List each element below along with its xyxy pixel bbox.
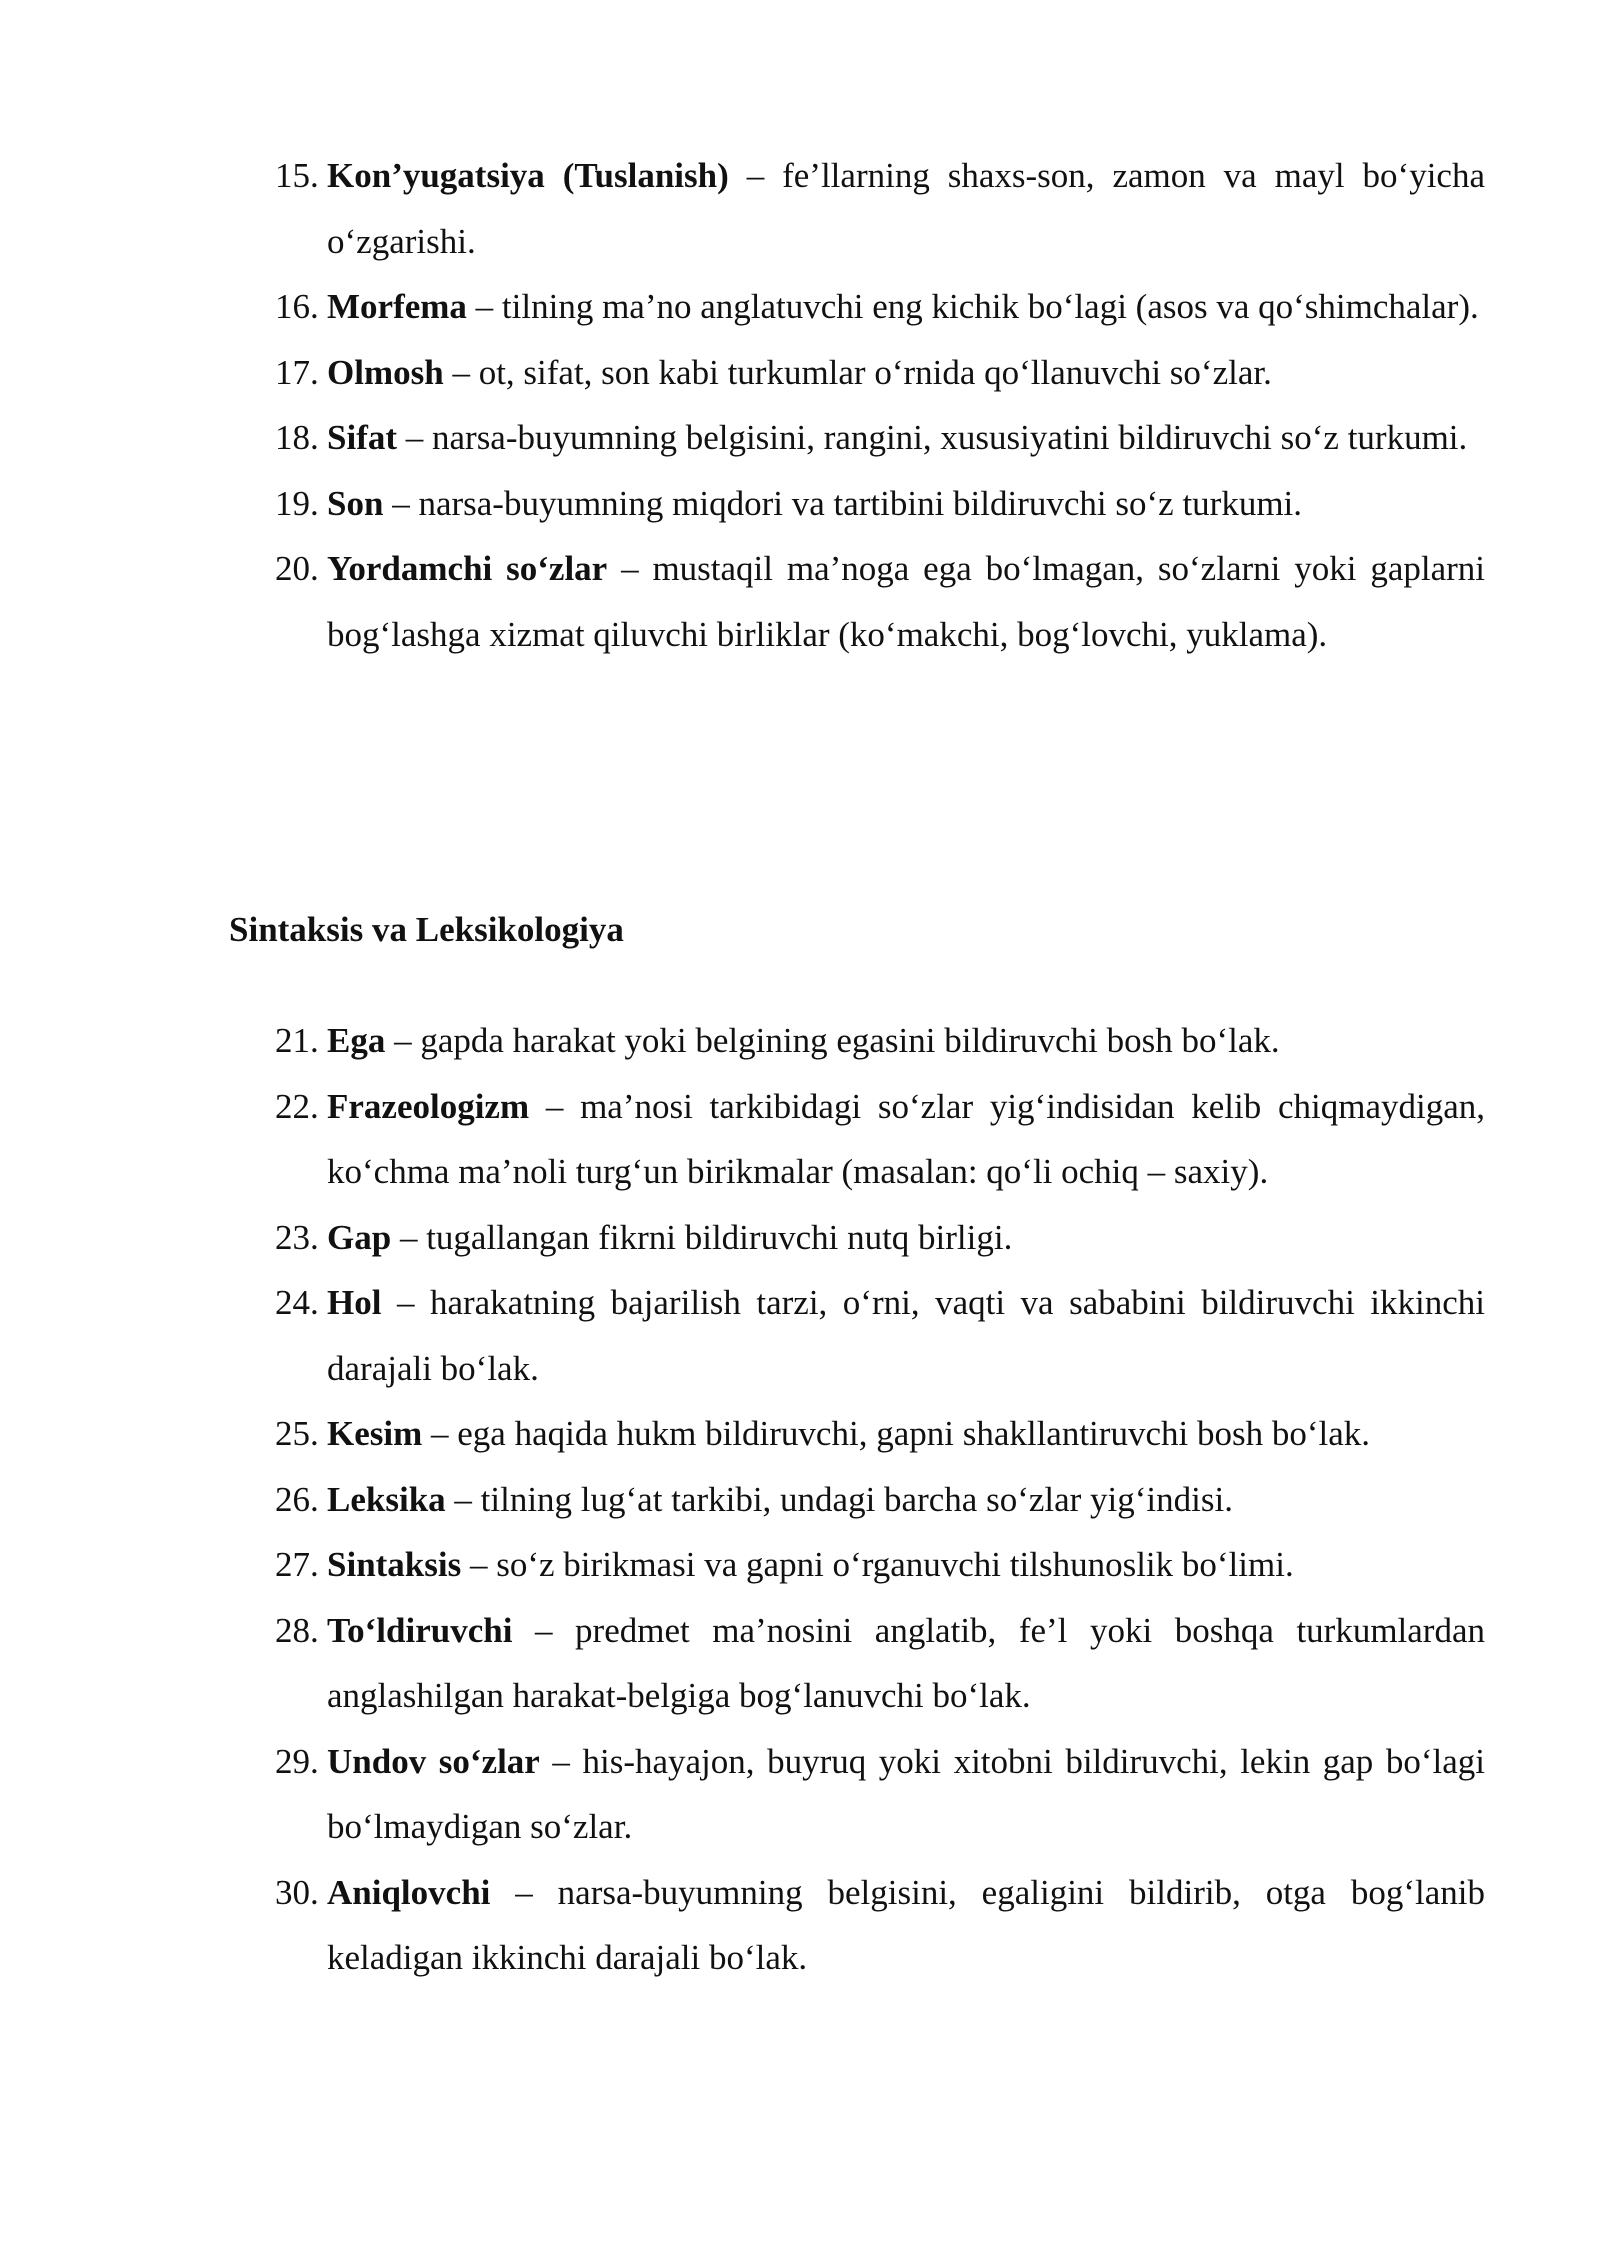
item-term: Olmosh — [327, 352, 444, 392]
glossary-item — [275, 1532, 1485, 1598]
item-number: 19. — [275, 483, 319, 523]
glossary-item — [275, 1467, 1485, 1533]
item-definition: – harakatning bajarilish tarzi, o‘rni, vaqti va sababini bildiruvchi ikkinchi darajali bo‘lak. — [327, 1283, 1485, 1388]
item-term: Sifat — [327, 418, 397, 457]
item-number: 15. — [275, 156, 319, 195]
item-definition: – mustaqil ma’noga ega bo‘lmagan, so‘zlarni yoki gaplarni bog‘lashga xizmat qiluvchi birliklar (ko‘makchi, bog‘lovchi, yuklama). — [327, 549, 1485, 654]
item-term: Son — [327, 483, 384, 523]
section-heading: Sintaksis va Leksikologiya — [229, 910, 624, 949]
item-number: 23. — [275, 1217, 319, 1257]
glossary-item — [275, 1860, 1485, 1991]
glossary-item — [275, 274, 1485, 340]
item-definition: – fe’llarning shaxs-son, zamon va mayl bo‘yicha o‘zgarishi. — [327, 156, 1485, 261]
item-term: Gap — [327, 1217, 392, 1257]
glossary-item — [275, 1074, 1485, 1205]
item-number: 16. — [275, 287, 319, 326]
item-term: Yordamchi so‘zlar — [327, 549, 608, 588]
item-definition: – narsa-buyumning miqdori va tartibini bildiruvchi so‘z turkumi. — [383, 483, 1303, 523]
item-number: 18. — [275, 418, 319, 457]
glossary-list-syntax-lexicology — [275, 1008, 1485, 1991]
item-number: 22. — [275, 1086, 319, 1126]
item-definition: – predmet ma’nosini anglatib, fe’l yoki boshqa turkumlardan anglashilgan harakat-belgiga bog‘lanuvchi bo‘lak. — [327, 1610, 1485, 1715]
glossary-item — [275, 1205, 1485, 1271]
item-number: 21. — [275, 1021, 319, 1060]
glossary-item — [275, 1401, 1485, 1467]
glossary-item — [275, 536, 1485, 667]
item-definition: – narsa-buyumning belgisini, rangini, xususiyatini bildiruvchi so‘z turkumi. — [397, 418, 1468, 457]
item-term: Ega — [327, 1021, 386, 1060]
item-number: 28. — [275, 1610, 319, 1650]
item-term: Kesim — [327, 1414, 423, 1453]
item-number: 25. — [275, 1414, 319, 1453]
item-term: Undov so‘zlar — [327, 1741, 540, 1781]
item-definition: – his-hayajon, buyruq yoki xitobni bildiruvchi, lekin gap bo‘lagi bo‘lmaydigan so‘zlar. — [327, 1741, 1485, 1846]
glossary-item — [275, 143, 1485, 274]
item-number: 29. — [275, 1741, 319, 1781]
glossary-item — [275, 1598, 1485, 1729]
item-term: Morfema — [327, 287, 467, 326]
item-definition: – ma’nosi tarkibidagi so‘zlar yig‘indisidan kelib chiqmaydigan, ko‘chma ma’noli turg‘un birikmalar (masalan: qo‘li ochiq – saxiy). — [327, 1086, 1485, 1191]
glossary-item — [275, 1270, 1485, 1401]
item-number: 30. — [275, 1872, 319, 1912]
item-number: 24. — [275, 1283, 319, 1322]
item-definition: – tugallangan fikrni bildiruvchi nutq birligi. — [391, 1217, 1013, 1257]
item-number: 27. — [275, 1545, 319, 1584]
item-definition: – gapda harakat yoki belgining egasini bildiruvchi bosh bo‘lak. — [385, 1021, 1280, 1060]
item-number: 17. — [275, 352, 319, 392]
item-definition: – narsa-buyumning belgisini, egaligini bildirib, otga bog‘lanib keladigan ikkinchi darajali bo‘lak. — [327, 1872, 1485, 1977]
item-term: Frazeologizm — [327, 1086, 530, 1126]
item-definition: – so‘z birikmasi va gapni o‘rganuvchi tilshunoslik bo‘limi. — [461, 1545, 1294, 1584]
glossary-item — [275, 405, 1485, 471]
item-term: Sintaksis — [327, 1545, 462, 1584]
item-term: Leksika — [327, 1479, 446, 1519]
item-term: To‘ldiruvchi — [327, 1610, 513, 1650]
glossary-item — [275, 471, 1485, 537]
glossary-item — [275, 340, 1485, 406]
item-term: Aniqlovchi — [327, 1872, 491, 1912]
item-definition: – tilning ma’no anglatuvchi eng kichik bo‘lagi (asos va qo‘shimchalar). — [466, 287, 1479, 326]
item-definition: – ot, sifat, son kabi turkumlar o‘rnida qo‘llanuvchi so‘zlar. — [443, 352, 1272, 392]
item-definition: – ega haqida hukm bildiruvchi, gapni shakllantiruvchi bosh bo‘lak. — [422, 1414, 1370, 1453]
item-term: Kon’yugatsiya (Tuslanish) — [327, 156, 729, 195]
item-number: 20. — [275, 549, 319, 588]
glossary-item — [275, 1008, 1485, 1074]
item-definition: – tilning lug‘at tarkibi, undagi barcha so‘zlar yig‘indisi. — [445, 1479, 1233, 1519]
item-term: Hol — [327, 1283, 382, 1322]
glossary-item — [275, 1729, 1485, 1860]
item-number: 26. — [275, 1479, 319, 1519]
glossary-list-morphology — [275, 143, 1485, 667]
